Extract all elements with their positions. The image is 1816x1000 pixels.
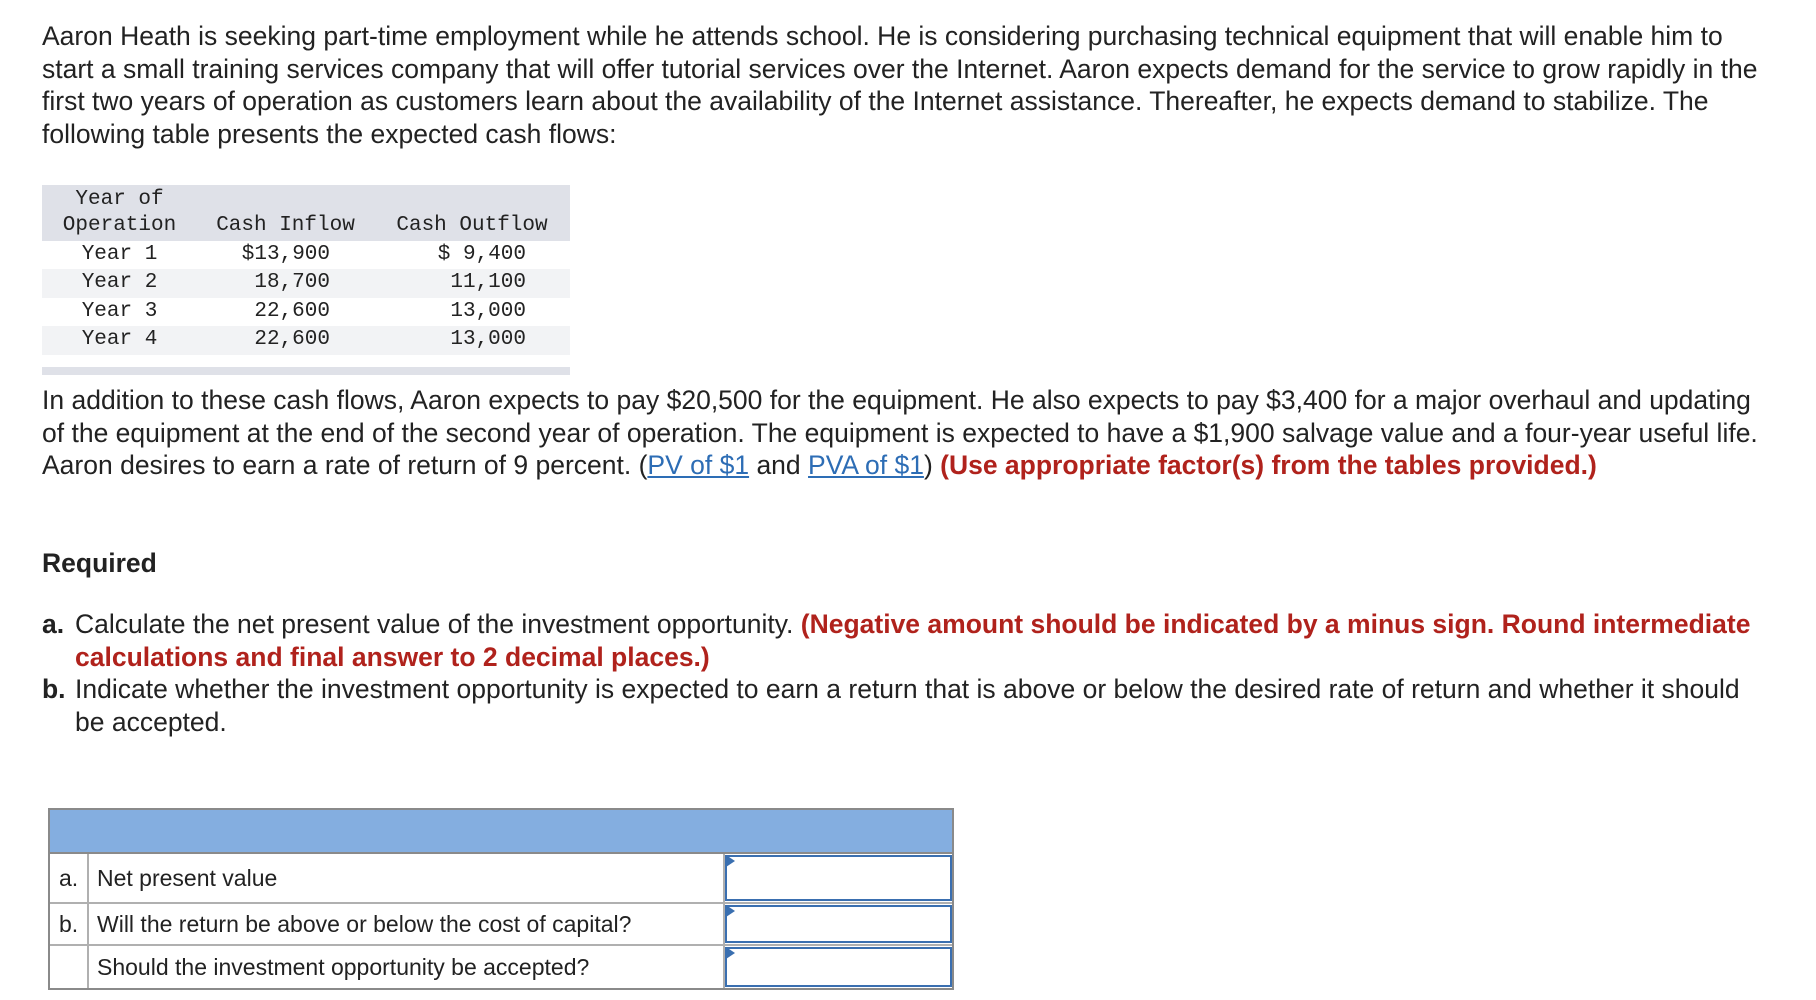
column-header-operation: Operation [62, 214, 177, 237]
return-above-below-select[interactable] [725, 905, 952, 943]
requirements-list [42, 608, 1762, 738]
table-row [42, 269, 570, 298]
year-cell: Year 1 [81, 242, 158, 266]
answer-row [50, 904, 952, 946]
column-header-cash-inflow: Cash Inflow [216, 214, 355, 237]
details-text: In addition to these cash flows, Aaron expects to pay $20,500 for the equipment. He also expects to pay $3,400 for a major overhaul and updating of the equipment at the end of the second year of operation. The equipment is expected to have a $1,900 salvage value and a four-year useful life. Aaron desires to earn a rate of return of 9 percent. ( [42, 385, 1758, 480]
table-row [42, 298, 570, 327]
requirement-a [42, 608, 1762, 673]
inflow-cell: 22,600 [254, 328, 330, 351]
table-bottom-rule [42, 367, 570, 375]
requirement-b-text: Indicate whether the investment opportunity is expected to earn a return that is above or below the desired rate of return and whether it should be accepted. [75, 674, 1740, 737]
row-letter: b. [50, 904, 89, 944]
net-present-value-input[interactable] [725, 855, 952, 901]
table-row [42, 241, 570, 270]
year-cell: Year 2 [81, 271, 158, 294]
requirement-letter: a. [42, 609, 65, 639]
cash-flow-table [42, 185, 570, 355]
pv-of-1-link[interactable]: PV of $1 [647, 450, 750, 480]
requirement-a-text: Calculate the net present value of the investment opportunity. [75, 609, 801, 639]
inflow-cell: $13,900 [241, 242, 330, 266]
factor-instruction: (Use appropriate factor(s) from the tables provided.) [940, 450, 1597, 480]
outflow-cell: 13,000 [450, 328, 526, 351]
problem-intro: Aaron Heath is seeking part-time employment while he attends school. He is considering purchasing technical equipment that will enable him to start a small training services company that will offer tutorial services over the Internet. Aaron expects demand for the service to grow rapidly in the first two years of operation as customers learn about the availability of the Internet assistance. Thereafter, he expects demand to stabilize. The following table presents the expected cash flows: [42, 21, 1758, 149]
requirement-letter: b. [42, 674, 66, 704]
answer-table [48, 808, 954, 990]
table-row [42, 326, 570, 355]
outflow-cell: 11,100 [450, 271, 526, 294]
row-letter: a. [50, 854, 89, 902]
accept-investment-select[interactable] [725, 947, 952, 987]
row-label: Will the return be above or below the cost of capital? [89, 904, 725, 944]
dropdown-marker-icon [726, 905, 735, 917]
inflow-cell: 22,600 [254, 299, 330, 323]
answer-row [50, 854, 952, 904]
answer-row [50, 946, 952, 988]
column-header-cash-outflow: Cash Outflow [396, 214, 548, 237]
table-header-row [42, 212, 570, 241]
close-paren: ) [923, 450, 941, 480]
pva-of-1-link[interactable]: PVA of $1 [808, 450, 924, 480]
year-cell: Year 3 [81, 299, 158, 323]
problem-details [42, 384, 1762, 482]
input-marker-icon [726, 855, 735, 867]
row-letter [50, 946, 89, 988]
dropdown-marker-icon [726, 947, 735, 959]
requirement-a-instruction: (Negative amount should be indicated by a minus sign. Round intermediate calculations and final answer to 2 decimal places.) [75, 609, 1751, 672]
required-heading: Required [42, 548, 157, 578]
requirement-b [42, 673, 1762, 738]
table-header-row [42, 185, 570, 212]
inflow-cell: 18,700 [254, 271, 330, 294]
year-cell: Year 4 [81, 328, 158, 351]
and-text: and [749, 450, 809, 480]
row-label: Should the investment opportunity be accepted? [89, 946, 725, 988]
outflow-cell: 13,000 [450, 299, 526, 323]
answer-table-header [50, 810, 952, 854]
column-header-year-of: Year of [75, 188, 164, 211]
row-label: Net present value [89, 854, 725, 902]
outflow-cell: $ 9,400 [437, 242, 526, 266]
